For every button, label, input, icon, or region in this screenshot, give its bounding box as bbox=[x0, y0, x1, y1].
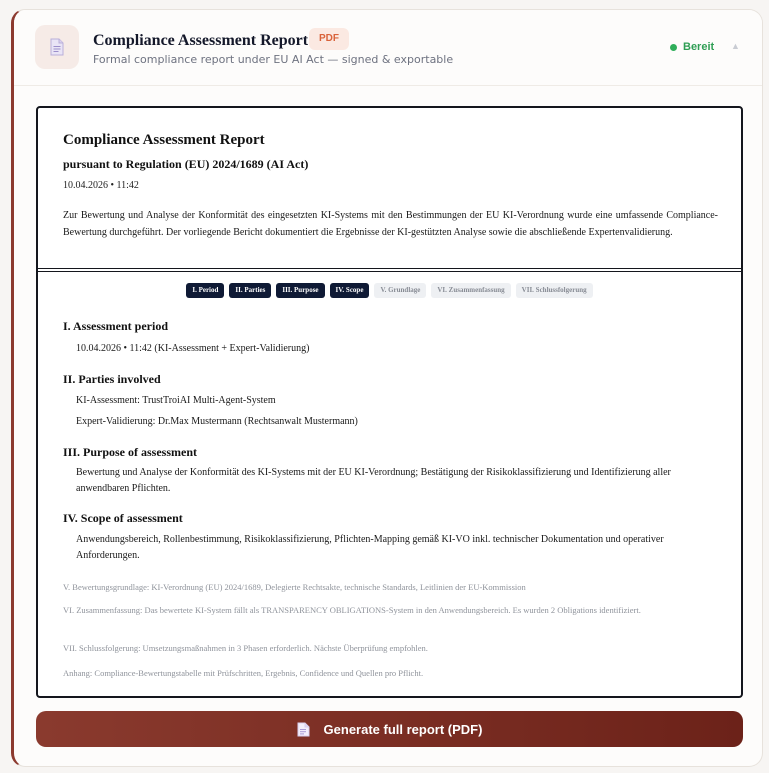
section-heading-parties: II. Parties involved bbox=[63, 372, 161, 386]
report-preview bbox=[36, 106, 743, 698]
section-line-period: 10.04.2026 • 11:42 (KI-Assessment + Expert-Validierung) bbox=[76, 343, 310, 354]
section-heading-purpose: III. Purpose of assessment bbox=[63, 445, 198, 459]
pdf-badge: PDF bbox=[309, 28, 349, 50]
section-line-ki-assessment: KI-Assessment: TrustTroiAI Multi-Agent-System bbox=[76, 395, 276, 406]
section-line-scope: Anwendungsbereich, Rollenbestimmung, Risikoklassifizierung, Pflichten-Mapping gemäß KI-VO inkl. technischer Dokumentation und operativer Anforderungen. bbox=[76, 534, 664, 561]
toc-chip-zusammenfassung[interactable]: VI. Zusammenfassung bbox=[431, 283, 510, 298]
report-card bbox=[11, 9, 763, 767]
toc-chip-period[interactable]: I. Period bbox=[186, 283, 224, 298]
toc-chip-scope[interactable]: IV. Scope bbox=[330, 283, 370, 298]
toc-chip-parties[interactable]: II. Parties bbox=[229, 283, 271, 298]
status-indicator bbox=[670, 41, 714, 53]
toc-chip-schlussfolgerung[interactable]: VII. Schlussfolgerung bbox=[516, 283, 593, 298]
generate-report-button[interactable] bbox=[36, 711, 743, 747]
document-title: Compliance Assessment Report bbox=[63, 132, 265, 148]
document-datetime: 10.04.2026 • 11:42 bbox=[63, 180, 139, 191]
summary-line-anhang: Anhang: Compliance-Bewertungstabelle mit Prüfschritten, Ergebnis, Confidence und Quellen pro Pflicht. bbox=[63, 668, 424, 678]
status-label: Bereit bbox=[683, 41, 715, 53]
toc-chip-grundlage[interactable]: V. Grundlage bbox=[374, 283, 426, 298]
document-icon bbox=[297, 722, 310, 737]
header-title: Compliance Assessment Report bbox=[93, 32, 309, 49]
chevron-up-icon[interactable]: ▲ bbox=[731, 41, 740, 51]
document-icon bbox=[35, 25, 79, 69]
section-heading-period: I. Assessment period bbox=[63, 319, 169, 333]
document-intro: Zur Bewertung und Analyse der Konformität des eingesetzten KI-Systems mit den Bestimmungen der EU KI-Verordnung wurde eine umfassende Compliance-Bewertung durchgeführt. Der vorliegende Bericht dokumentiert die Ergebnisse der KI-gestützten Analyse sowie die abschließende Expertenvalidierung. bbox=[63, 210, 718, 238]
toc-bar bbox=[38, 283, 741, 298]
summary-line-schlussfolgerung: VII. Schlussfolgerung: Umsetzungsmaßnahmen in 3 Phasen erforderlich. Nächste Überprüfung empfohlen. bbox=[63, 643, 428, 653]
toc-chip-purpose[interactable]: III. Purpose bbox=[276, 283, 324, 298]
section-line-purpose: Bewertung und Analyse der Konformität des KI-Systems mit der EU KI-Verordnung; Bestätigung der Risikoklassifizierung und Identifizierung aller anwendbaren Pflichten. bbox=[76, 467, 671, 494]
document-subtitle: pursuant to Regulation (EU) 2024/1689 (AI Act) bbox=[63, 157, 309, 171]
summary-line-grundlage: V. Bewertungsgrundlage: KI-Verordnung (EU) 2024/1689, Delegierte Rechtsakte, technische Standards, Leitlinien der EU-Kommission bbox=[63, 582, 526, 592]
section-divider bbox=[38, 268, 741, 272]
section-line-expert: Expert-Validierung: Dr.Max Mustermann (Rechtsanwalt Mustermann) bbox=[76, 416, 358, 427]
summary-line-zusammenfassung: VI. Zusammenfassung: Das bewertete KI-System fällt als TRANSPARENCY OBLIGATIONS-System in den Anwendungsbereich. Es wurden 2 Obligations identifiziert. bbox=[63, 605, 641, 615]
header-subtitle: Formal compliance report under EU AI Act — signed & exportable bbox=[93, 53, 454, 66]
card-header[interactable] bbox=[14, 10, 762, 86]
status-dot-icon bbox=[670, 44, 677, 51]
section-heading-scope: IV. Scope of assessment bbox=[63, 511, 183, 525]
generate-report-label: Generate full report (PDF) bbox=[323, 721, 483, 737]
